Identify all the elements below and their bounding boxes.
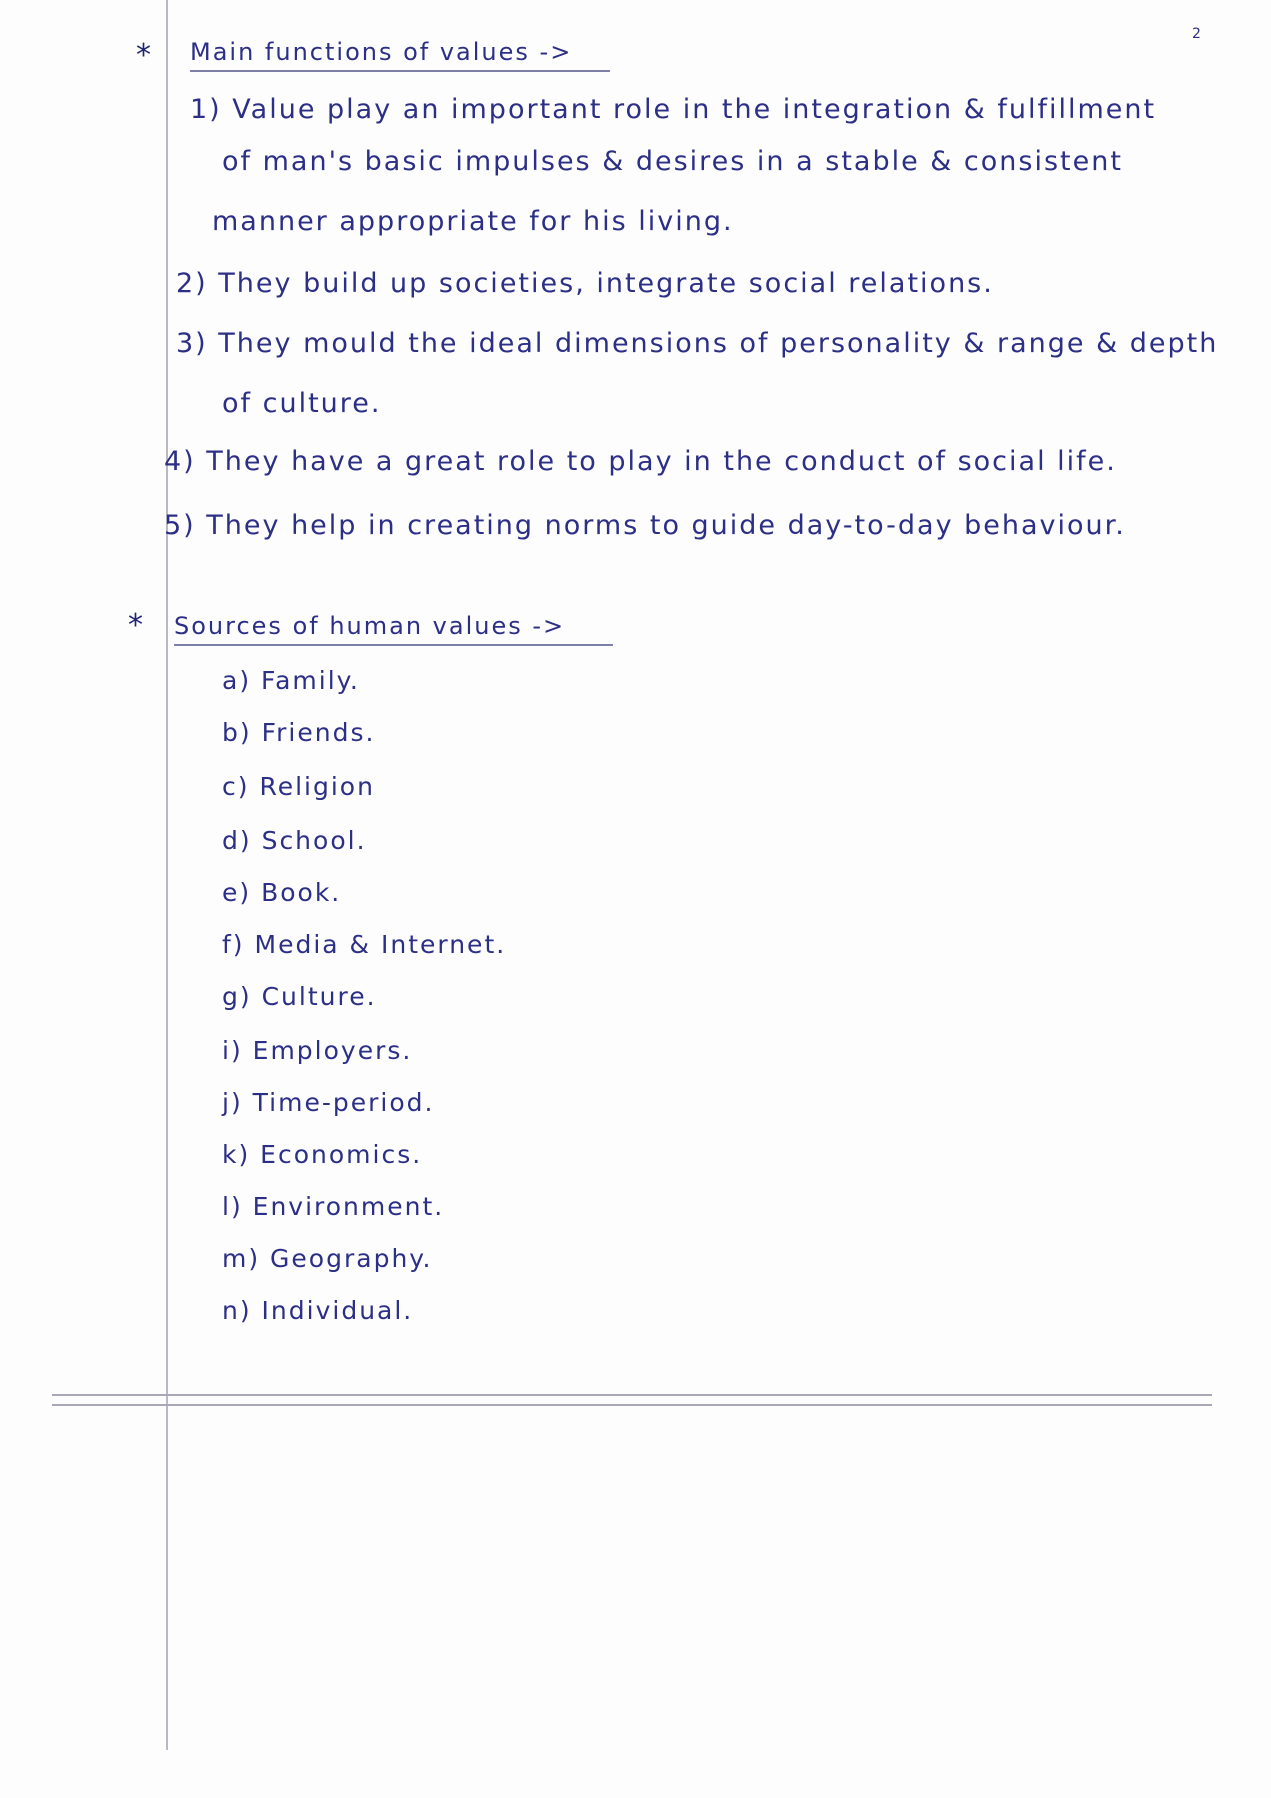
page-number: 2 [1192,26,1203,42]
list-item: l) Environment. [222,1192,445,1221]
page-end-rule-second [52,1404,1212,1406]
margin-line [166,0,168,1750]
list-item: n) Individual. [222,1296,414,1325]
text-line: 4) They have a great role to play in the conduct of social life. [164,446,1117,477]
text-line: of culture. [222,388,382,419]
star-bullet-icon: * [136,38,151,73]
list-item: j) Time-period. [222,1088,435,1117]
text-line: manner appropriate for his living. [212,206,734,237]
list-item: b) Friends. [222,718,376,747]
text-line: 1) Value play an important role in the integration & fulfillment [190,94,1157,125]
page-end-rule [52,1394,1212,1396]
list-item: k) Economics. [222,1140,423,1169]
star-bullet-icon: * [128,608,143,643]
text-line: 5) They help in creating norms to guide day-to-day behaviour. [164,510,1126,541]
text-line: 2) They build up societies, integrate social relations. [176,268,994,299]
list-item: c) Religion [222,772,375,801]
list-item: i) Employers. [222,1036,413,1065]
list-item: e) Book. [222,878,342,907]
list-item: g) Culture. [222,982,377,1011]
list-item: f) Media & Internet. [222,930,507,959]
section-heading-functions: Main functions of values -> [190,38,610,72]
text-line: of man's basic impulses & desires in a stable & consistent [222,146,1123,177]
section-heading-sources: Sources of human values -> [174,612,613,646]
list-item: a) Family. [222,666,360,695]
list-item: d) School. [222,826,367,855]
text-line: 3) They mould the ideal dimensions of personality & range & depth [176,328,1219,359]
list-item: m) Geography. [222,1244,433,1273]
